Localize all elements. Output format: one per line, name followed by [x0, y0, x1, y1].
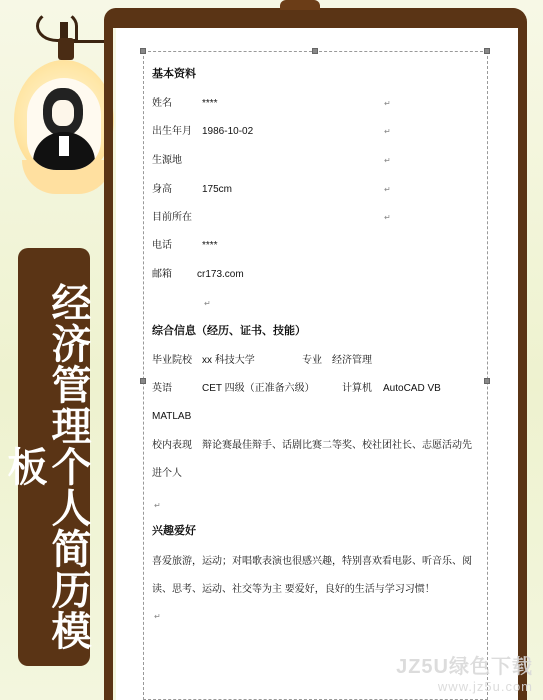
field-label-height: 身高 — [152, 184, 172, 195]
paragraph-mark: ↵ — [204, 299, 211, 308]
paragraph-mark: ↵ — [384, 127, 391, 136]
paragraph-mark: ↵ — [154, 612, 161, 621]
computer-label: 计算机 — [342, 383, 372, 394]
resize-handle-top-right[interactable] — [484, 48, 490, 54]
resize-handle-mid-right[interactable] — [484, 378, 490, 384]
field-label-name: 姓名 — [152, 98, 172, 109]
field-value-birth: 1986-10-02 — [202, 126, 254, 137]
hobby-text-line1: 喜爱旅游，运动；对唱歌表演也很感兴趣，特别喜欢看电影、听音乐、阅 — [152, 556, 472, 567]
paragraph-mark: ↵ — [384, 99, 391, 108]
computer-value: AutoCAD VB — [383, 383, 441, 394]
watermark-brand: JZ5U绿色下载 — [396, 656, 533, 678]
campus-label: 校内表现 — [152, 440, 192, 451]
banner-title: 经济管理个人简历模板 — [1, 281, 91, 651]
section-hobby-title: 兴趣爱好 — [152, 525, 196, 537]
field-value-email: cr173.com — [197, 269, 244, 280]
computer-value-cont: MATLAB — [152, 411, 192, 422]
field-label-email: 邮箱 — [152, 269, 172, 280]
field-label-origin: 生源地 — [152, 155, 182, 166]
section-edu-title: 综合信息（经历、证书、技能） — [152, 325, 306, 337]
site-watermark — [396, 650, 533, 694]
school-label: 毕业院校 — [152, 355, 192, 366]
major-label: 专业 — [302, 355, 322, 366]
english-value: CET 四级（正准备六级） — [202, 383, 315, 394]
field-label-phone: 电话 — [152, 240, 172, 251]
resume-textbox[interactable] — [143, 51, 488, 700]
paragraph-mark: ↵ — [384, 213, 391, 222]
portrait-face — [43, 88, 83, 136]
resize-handle-top-left[interactable] — [140, 48, 146, 54]
field-value-height: 175cm — [202, 184, 233, 195]
watermark-url: www.jz5u.com — [437, 679, 533, 694]
lantern-cap — [58, 38, 74, 60]
resize-handle-mid-left[interactable] — [140, 378, 146, 384]
campus-value: 辩论赛最佳辩手、话剧比赛二等奖、校社团社长、志愿活动先 — [202, 440, 472, 451]
board-top-rail — [104, 8, 524, 28]
major-value: 经济管理 — [332, 355, 372, 366]
school-value: xx 科技大学 — [202, 355, 255, 366]
resize-handle-top-mid[interactable] — [312, 48, 318, 54]
section-basic-title: 基本资料 — [152, 68, 196, 80]
campus-value-cont: 进个人 — [152, 468, 182, 479]
paragraph-mark: ↵ — [384, 185, 391, 194]
field-value-name: **** — [202, 98, 218, 109]
field-label-location: 目前所在 — [152, 212, 192, 223]
field-label-birth: 出生年月 — [152, 126, 192, 137]
title-banner — [1, 248, 91, 666]
field-value-phone: **** — [202, 240, 218, 251]
portrait-image — [27, 78, 101, 170]
portrait-suit — [33, 132, 95, 170]
paragraph-mark: ↵ — [154, 501, 161, 510]
hobby-text-line2: 读、思考、运动、社交等为主 要爱好，良好的生活与学习习惯！ — [152, 584, 435, 595]
paragraph-mark: ↵ — [384, 156, 391, 165]
english-label: 英语 — [152, 383, 172, 394]
